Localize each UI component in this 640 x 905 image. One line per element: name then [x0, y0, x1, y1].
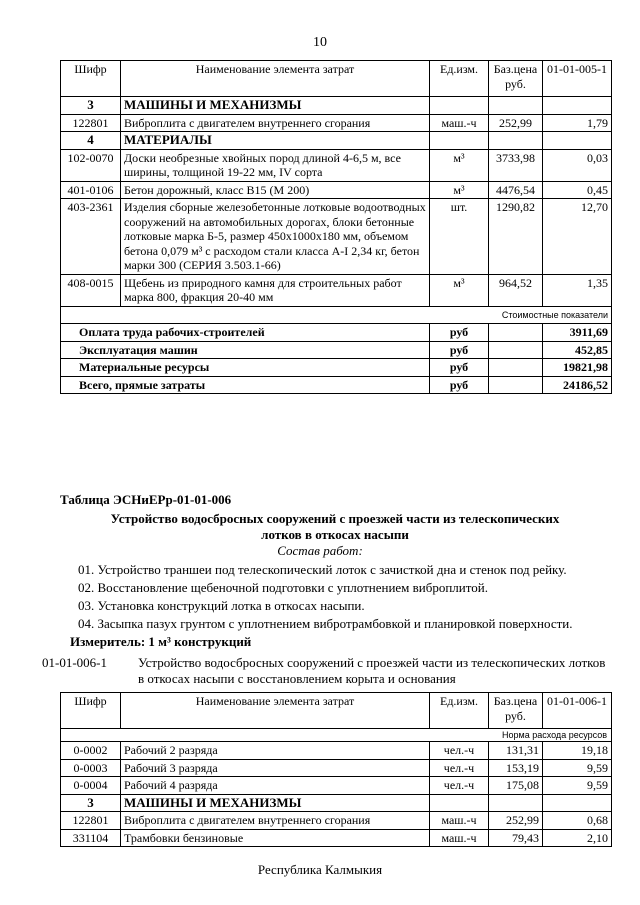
row-qty: 0,45	[543, 181, 612, 199]
table-row	[61, 777, 612, 795]
section-row	[61, 97, 612, 115]
page-footer: Республика Калмыкия	[257, 862, 383, 877]
row-code: 408-0015	[61, 274, 121, 306]
section-number: 3	[61, 97, 121, 115]
resource-table-1	[60, 60, 612, 394]
section-title: МАШИНЫ И МЕХАНИЗМЫ	[121, 794, 430, 812]
col-norm-header: 01-01-006-1	[543, 693, 612, 729]
row-name: Изделия сборные железобетонные лотковые водоотводных сооружений на автомобильных дорогах, блоки бетонные лотковые марка Б-5, размер 450х1000х180 мм, объемом бетона 0,079 м³ с расходом стали класса А-I 2,34 кг, бетон марки 300 (СЕРИЯ 3.503.1-66)	[121, 199, 430, 275]
table-row	[61, 759, 612, 777]
cost-value: 24186,52	[543, 376, 612, 394]
row-qty: 19,18	[543, 742, 612, 760]
list-item: 02. Восстановление щебеночной подготовки с уплотнением виброплитой.	[78, 580, 488, 595]
row-unit: чел.-ч	[430, 742, 489, 760]
row-name: Трамбовки бензиновые	[121, 829, 430, 847]
section-row	[61, 132, 612, 150]
section-heading: Устройство водосбросных сооружений с проезжей части из телескопических лотков в откосах насыпи	[110, 511, 560, 542]
cost-row	[61, 359, 612, 377]
row-qty: 2,10	[543, 829, 612, 847]
row-price: 79,43	[489, 829, 543, 847]
row-code: 401-0106	[61, 181, 121, 199]
table-header	[61, 61, 612, 97]
cost-row	[61, 324, 612, 342]
row-price: 252,99	[489, 812, 543, 830]
row-price: 4476,54	[489, 181, 543, 199]
row-name: Рабочий 2 разряда	[121, 742, 430, 760]
norm-note-row	[61, 729, 612, 742]
table-title: Таблица ЭСНиЕРр-01-01-006	[60, 492, 232, 507]
row-unit: м³	[430, 149, 489, 181]
row-code: 0-0002	[61, 742, 121, 760]
row-unit: шт.	[430, 199, 489, 275]
table-row	[61, 812, 612, 830]
row-qty: 1,79	[543, 114, 612, 132]
row-unit: маш.-ч	[430, 812, 489, 830]
list-item: 01. Устройство траншеи под телескопический лоток с зачисткой дна и стенок под рейку.	[78, 562, 567, 577]
row-code: 122801	[61, 812, 121, 830]
col-unit-header: Ед.изм.	[430, 61, 489, 97]
row-price: 175,08	[489, 777, 543, 795]
col-name-header: Наименование элемента затрат	[121, 693, 430, 729]
col-norm-header: 01-01-005-1	[543, 61, 612, 97]
row-qty: 12,70	[543, 199, 612, 275]
meter-line: Измеритель: 1 м³ конструкций	[70, 634, 252, 649]
row-price: 153,19	[489, 759, 543, 777]
row-name: Бетон дорожный, класс В15 (М 200)	[121, 181, 430, 199]
row-code: 122801	[61, 114, 121, 132]
row-code: 403-2361	[61, 199, 121, 275]
cost-row	[61, 341, 612, 359]
row-name: Виброплита с двигателем внутреннего сгорания	[121, 114, 430, 132]
col-code-header: Шифр	[61, 61, 121, 97]
section-number: 3	[61, 794, 121, 812]
row-unit: м³	[430, 274, 489, 306]
row-code: 0-0003	[61, 759, 121, 777]
row-qty: 1,35	[543, 274, 612, 306]
section-row	[61, 794, 612, 812]
row-unit: маш.-ч	[430, 114, 489, 132]
cost-name: Всего, прямые затраты	[61, 376, 430, 394]
row-qty: 9,59	[543, 759, 612, 777]
table-row	[61, 742, 612, 760]
table-row	[61, 274, 612, 306]
cost-name: Оплата труда рабочих-строителей	[61, 324, 430, 342]
cost-row	[61, 376, 612, 394]
table-header	[61, 693, 612, 729]
row-qty: 0,03	[543, 149, 612, 181]
item-code: 01-01-006-1	[42, 655, 107, 670]
cost-value: 452,85	[543, 341, 612, 359]
row-price: 252,99	[489, 114, 543, 132]
row-price: 964,52	[489, 274, 543, 306]
row-name: Виброплита с двигателем внутреннего сгорания	[121, 812, 430, 830]
row-qty: 0,68	[543, 812, 612, 830]
col-price-header: Баз.цена руб.	[489, 61, 543, 97]
col-code-header: Шифр	[61, 693, 121, 729]
row-qty: 9,59	[543, 777, 612, 795]
cost-name: Материальные ресурсы	[61, 359, 430, 377]
cost-unit: руб	[430, 324, 489, 342]
row-name: Доски необрезные хвойных пород длиной 4-6,5 м, все ширины, толщиной 19-22 мм, IV сорта	[121, 149, 430, 181]
row-unit: чел.-ч	[430, 759, 489, 777]
table-row	[61, 199, 612, 275]
list-item: 04. Засыпка пазух грунтом с уплотнением вибротрамбовкой и планировкой поверхности.	[78, 616, 573, 631]
cost-note: Стоимостные показатели	[61, 306, 612, 324]
cost-unit: руб	[430, 341, 489, 359]
resource-table-2	[60, 692, 612, 847]
table-row	[61, 114, 612, 132]
row-name: Щебень из природного камня для строительных работ марка 800, фракция 20-40 мм	[121, 274, 430, 306]
row-price: 1290,82	[489, 199, 543, 275]
cost-unit: руб	[430, 359, 489, 377]
table-row	[61, 149, 612, 181]
cost-name: Эксплуатация машин	[61, 341, 430, 359]
cost-value: 3911,69	[543, 324, 612, 342]
cost-value: 19821,98	[543, 359, 612, 377]
item-text: Устройство водосбросных сооружений с проезжей части из телескопических лотков в откосах насыпи с восстановлением корыта и основания	[138, 655, 606, 686]
row-price: 131,31	[489, 742, 543, 760]
col-name-header: Наименование элемента затрат	[121, 61, 430, 97]
composition-title: Состав работ:	[277, 543, 363, 558]
row-unit: маш.-ч	[430, 829, 489, 847]
row-name: Рабочий 4 разряда	[121, 777, 430, 795]
col-unit-header: Ед.изм.	[430, 693, 489, 729]
table-row	[61, 181, 612, 199]
col-price-header: Баз.цена руб.	[489, 693, 543, 729]
section-number: 4	[61, 132, 121, 150]
list-item: 03. Установка конструкций лотка в откосах насыпи.	[78, 598, 365, 613]
row-code: 102-0070	[61, 149, 121, 181]
works-list	[78, 561, 618, 633]
row-unit: м³	[430, 181, 489, 199]
row-unit: чел.-ч	[430, 777, 489, 795]
norm-note: Норма расхода ресурсов	[61, 729, 612, 742]
table-row	[61, 829, 612, 847]
page-number: 10	[313, 35, 327, 50]
section-title: МАШИНЫ И МЕХАНИЗМЫ	[121, 97, 430, 115]
row-price: 3733,98	[489, 149, 543, 181]
row-code: 0-0004	[61, 777, 121, 795]
section-title: МАТЕРИАЛЫ	[121, 132, 430, 150]
cost-unit: руб	[430, 376, 489, 394]
cost-note-row	[61, 306, 612, 324]
row-name: Рабочий 3 разряда	[121, 759, 430, 777]
row-code: 331104	[61, 829, 121, 847]
